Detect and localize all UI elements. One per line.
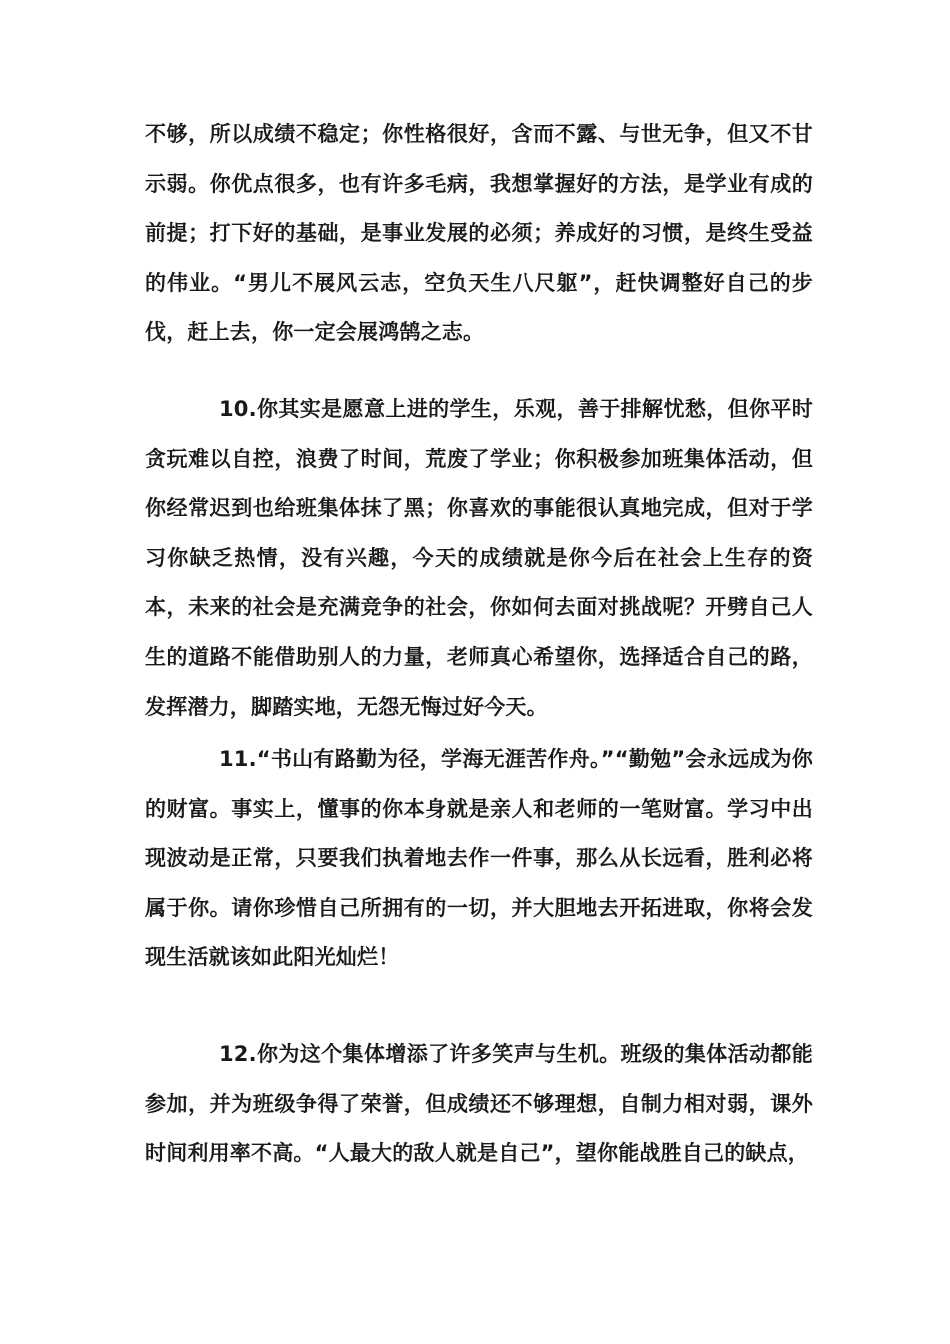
paragraph-continued: 不够，所以成绩不稳定；你性格很好，含而不露、与世无争，但又不甘示弱。你优点很多，也有许多毛病，我想掌握好的方法，是学业有成的前提；打下好的基础，是事业发展的必须；养成好的习惯，是终生受益的伟业。“男儿不展风云志，空负天生八尺躯”，赶快调整好自己的步伐，赶上去，你一定会展鸿鹄之志。: [145, 122, 813, 345]
paragraph-item-12: 12.你为这个集体增添了许多笑声与生机。班级的集体活动都能参加，并为班级争得了荣誉，但成绩还不够理想，自制力相对弱，课外时间利用率不高。“人最大的敌人就是自己”，望你能战胜自己的缺点，: [145, 1042, 813, 1166]
paragraph-item-11: 11.“书山有路勤为径，学海无涯苦作舟。”“勤勉”会永远成为你的财富。事实上，懂事的你本身就是亲人和老师的一笔财富。学习中出现波动是正常，只要我们执着地去作一件事，那么从长远看，胜利必将属于你。请你珍惜自己所拥有的一切，并大胆地去开拓进取，你将会发现生活就该如此阳光灿烂！: [145, 747, 813, 970]
paragraph-item-10: 10.你其实是愿意上进的学生，乐观，善于排解忧愁，但你平时贪玩难以自控，浪费了时间，荒废了学业；你积极参加班集体活动，但你经常迟到也给班集体抹了黑；你喜欢的事能很认真地完成，但对于学习你缺乏热情，没有兴趣，今天的成绩就是你今后在社会上生存的资本，未来的社会是充满竞争的社会，你如何去面对挑战呢？开劈自己人生的道路不能借助别人的力量，老师真心希望你，选择适合自己的路，发挥潜力，脚踏实地，无怨无悔过好今天。: [145, 397, 813, 719]
